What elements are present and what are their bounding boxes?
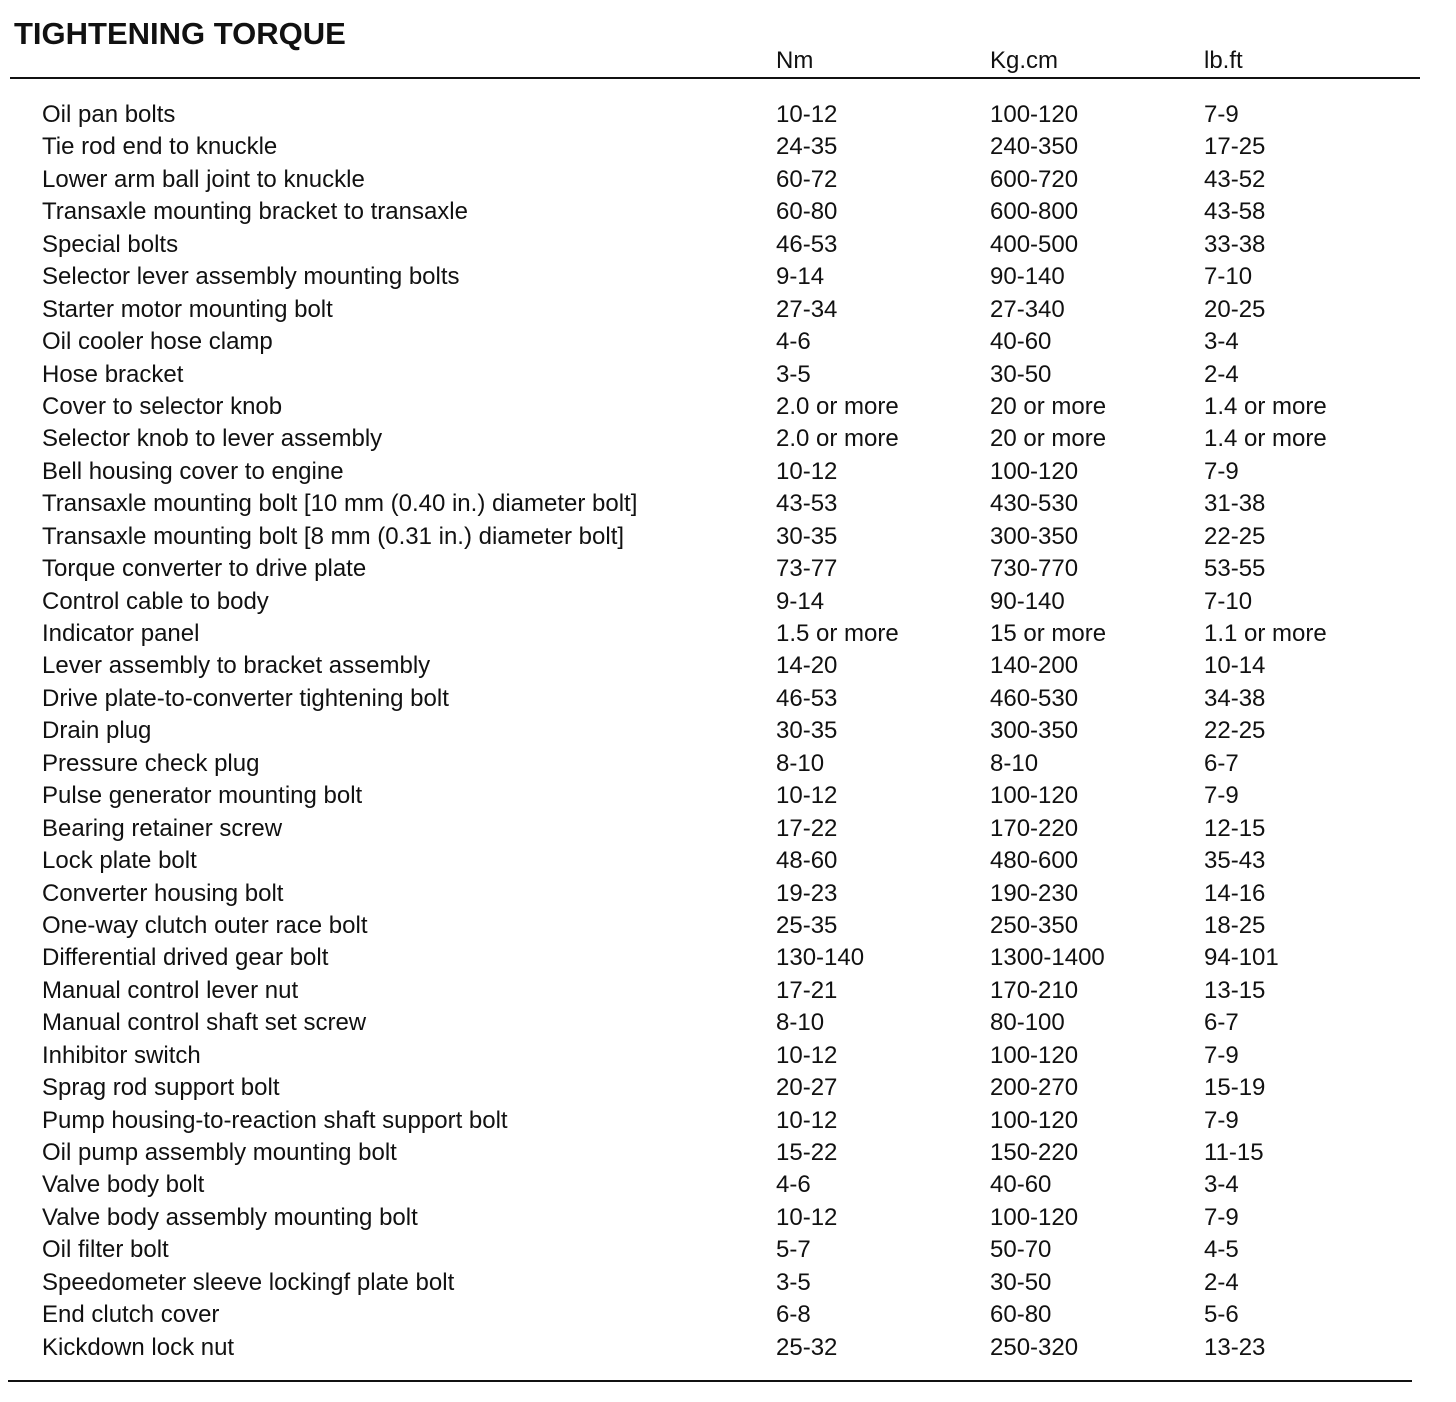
row-value-kgcm: 100-120 — [990, 782, 1079, 810]
row-value-kgcm: 30-50 — [990, 360, 1052, 388]
row-value-kgcm: 190-230 — [990, 879, 1079, 907]
row-value-kgcm: 300-350 — [990, 522, 1079, 550]
row-value-lbft: 12-15 — [1204, 814, 1266, 842]
row-item-label: Lever assembly to bracket assembly — [42, 652, 431, 680]
table-row — [0, 553, 1456, 585]
row-item-label: Selector lever assembly mounting bolts — [42, 263, 460, 291]
row-value-lbft: 7-10 — [1204, 587, 1253, 615]
row-value-kgcm: 20 or more — [990, 425, 1107, 453]
row-item-label: Valve body bolt — [42, 1171, 205, 1199]
table-row — [0, 878, 1456, 910]
table-row — [0, 813, 1456, 845]
table-row — [0, 942, 1456, 974]
row-value-kgcm: 100-120 — [990, 1106, 1079, 1134]
row-value-nm: 10-12 — [776, 1041, 838, 1069]
row-item-label: Speedometer sleeve lockingf plate bolt — [42, 1268, 455, 1296]
row-value-lbft: 7-9 — [1204, 1041, 1239, 1069]
row-value-nm: 8-10 — [776, 1009, 825, 1037]
table-row — [0, 586, 1456, 618]
row-value-kgcm: 80-100 — [990, 1009, 1065, 1037]
table-row — [0, 521, 1456, 553]
row-value-nm: 4-6 — [776, 1171, 811, 1199]
row-item-label: Oil pan bolts — [42, 101, 176, 128]
row-value-kgcm: 20 or more — [990, 392, 1107, 420]
table-row — [0, 326, 1456, 358]
row-value-kgcm: 40-60 — [990, 328, 1052, 356]
row-value-lbft: 22-25 — [1204, 522, 1266, 550]
row-value-kgcm: 27-340 — [990, 295, 1065, 323]
row-value-nm: 8-10 — [776, 749, 825, 777]
page-title: TIGHTENING TORQUE — [14, 16, 346, 51]
row-value-kgcm: 600-720 — [990, 165, 1079, 193]
row-value-kgcm: 730-770 — [990, 555, 1079, 583]
row-value-nm: 1.5 or more — [776, 620, 899, 647]
row-value-lbft: 11-15 — [1204, 1139, 1264, 1166]
row-value-lbft: 10-14 — [1204, 652, 1266, 680]
table-row — [0, 164, 1456, 196]
row-value-nm: 17-22 — [776, 814, 838, 842]
row-value-kgcm: 60-80 — [990, 1301, 1052, 1329]
row-value-kgcm: 100-120 — [990, 457, 1079, 485]
row-item-label: Drain plug — [42, 717, 152, 745]
row-value-nm: 14-20 — [776, 652, 838, 680]
row-value-kgcm: 100-120 — [990, 1041, 1079, 1069]
table-row — [0, 910, 1456, 942]
row-value-nm: 30-35 — [776, 717, 838, 745]
row-value-nm: 17-21 — [776, 976, 838, 1004]
row-value-lbft: 4-5 — [1204, 1236, 1239, 1264]
row-item-label: Transaxle mounting bolt [10 mm (0.40 in.) diameter bolt] — [42, 490, 638, 518]
row-value-nm: 10-12 — [776, 1106, 838, 1134]
row-value-nm: 3-5 — [776, 360, 811, 388]
table-row — [0, 1267, 1456, 1299]
table-row — [0, 196, 1456, 228]
row-value-kgcm: 140-200 — [990, 652, 1079, 680]
row-value-lbft: 7-9 — [1204, 782, 1239, 810]
row-value-kgcm: 400-500 — [990, 230, 1079, 258]
row-item-label: Pump housing-to-reaction shaft support bolt — [42, 1106, 508, 1134]
row-value-nm: 24-35 — [776, 133, 838, 161]
row-item-label: Transaxle mounting bracket to transaxle — [42, 198, 468, 226]
table-row — [0, 1072, 1456, 1104]
table-row — [0, 715, 1456, 747]
row-value-lbft: 3-4 — [1204, 1171, 1239, 1199]
row-value-kgcm: 460-530 — [990, 684, 1079, 712]
row-item-label: Oil pump assembly mounting bolt — [42, 1139, 397, 1166]
row-value-kgcm: 170-220 — [990, 814, 1079, 842]
row-item-label: Lower arm ball joint to knuckle — [42, 165, 365, 193]
row-value-kgcm: 1300-1400 — [990, 944, 1105, 972]
row-item-label: Sprag rod support bolt — [42, 1074, 280, 1102]
row-item-label: Lock plate bolt — [42, 847, 197, 875]
row-value-nm: 10-12 — [776, 457, 838, 485]
row-value-lbft: 18-25 — [1204, 911, 1266, 939]
row-item-label: Oil cooler hose clamp — [42, 328, 273, 356]
table-row — [0, 261, 1456, 293]
row-value-lbft: 22-25 — [1204, 717, 1266, 745]
column-header-kgcm: Kg.cm — [990, 47, 1059, 74]
table-row — [0, 229, 1456, 261]
row-value-lbft: 20-25 — [1204, 295, 1266, 323]
row-value-nm: 46-53 — [776, 684, 838, 712]
row-value-kgcm: 40-60 — [990, 1171, 1052, 1199]
row-value-lbft: 31-38 — [1204, 490, 1266, 518]
row-value-lbft: 3-4 — [1204, 328, 1239, 356]
table-row — [0, 1105, 1456, 1137]
row-value-nm: 2.0 or more — [776, 392, 899, 420]
row-value-kgcm: 90-140 — [990, 587, 1065, 615]
row-item-label: Hose bracket — [42, 360, 184, 388]
row-value-lbft: 35-43 — [1204, 847, 1266, 875]
row-value-nm: 20-27 — [776, 1074, 838, 1102]
table-row — [0, 1234, 1456, 1266]
row-value-lbft: 7-9 — [1204, 101, 1239, 128]
table-row — [0, 683, 1456, 715]
row-value-nm: 73-77 — [776, 555, 838, 583]
row-value-lbft: 53-55 — [1204, 555, 1266, 583]
row-value-nm: 19-23 — [776, 879, 838, 907]
header-divider — [10, 77, 1420, 79]
row-item-label: Pressure check plug — [42, 749, 260, 777]
row-item-label: Control cable to body — [42, 587, 269, 615]
row-value-lbft: 7-9 — [1204, 457, 1239, 485]
table-row — [0, 618, 1456, 650]
row-item-label: Manual control shaft set screw — [42, 1009, 367, 1037]
row-item-label: Torque converter to drive plate — [42, 555, 367, 583]
row-item-label: Indicator panel — [42, 620, 200, 647]
footer-divider — [8, 1380, 1412, 1382]
row-item-label: Differential drived gear bolt — [42, 944, 329, 972]
row-value-lbft: 33-38 — [1204, 230, 1266, 258]
row-value-nm: 15-22 — [776, 1139, 838, 1166]
row-value-nm: 30-35 — [776, 522, 838, 550]
row-value-kgcm: 150-220 — [990, 1139, 1079, 1166]
row-value-lbft: 94-101 — [1204, 944, 1279, 972]
row-value-kgcm: 170-210 — [990, 976, 1079, 1004]
table-row — [0, 131, 1456, 163]
row-value-lbft: 43-58 — [1204, 198, 1266, 226]
row-value-nm: 48-60 — [776, 847, 838, 875]
row-value-lbft: 2-4 — [1204, 360, 1239, 388]
row-value-kgcm: 90-140 — [990, 263, 1065, 291]
row-value-nm: 27-34 — [776, 295, 838, 323]
row-value-lbft: 34-38 — [1204, 684, 1266, 712]
column-header-nm: Nm — [776, 47, 814, 74]
row-value-kgcm: 240-350 — [990, 133, 1079, 161]
table-row — [0, 1299, 1456, 1331]
row-value-nm: 25-35 — [776, 911, 838, 939]
row-value-nm: 2.0 or more — [776, 425, 899, 453]
table-row — [0, 423, 1456, 455]
row-value-nm: 60-72 — [776, 165, 838, 193]
row-item-label: Tie rod end to knuckle — [42, 133, 278, 161]
table-row — [0, 1007, 1456, 1039]
row-value-nm: 9-14 — [776, 263, 825, 291]
table-row — [0, 456, 1456, 488]
row-item-label: Valve body assembly mounting bolt — [42, 1203, 418, 1231]
row-value-nm: 9-14 — [776, 587, 825, 615]
table-row — [0, 975, 1456, 1007]
row-value-nm: 3-5 — [776, 1268, 811, 1296]
table-row — [0, 1137, 1456, 1169]
torque-table — [0, 99, 1456, 1364]
row-item-label: Oil filter bolt — [42, 1236, 169, 1264]
row-value-nm: 10-12 — [776, 782, 838, 810]
table-row — [0, 391, 1456, 423]
row-value-lbft: 7-9 — [1204, 1203, 1239, 1231]
row-value-kgcm: 600-800 — [990, 198, 1079, 226]
table-row — [0, 650, 1456, 682]
row-value-nm: 10-12 — [776, 1203, 838, 1231]
row-item-label: Special bolts — [42, 230, 179, 258]
row-value-lbft: 1.4 or more — [1204, 425, 1327, 453]
table-row — [0, 1169, 1456, 1201]
row-value-kgcm: 100-120 — [990, 101, 1079, 128]
table-row — [0, 1202, 1456, 1234]
row-value-kgcm: 30-50 — [990, 1268, 1052, 1296]
row-item-label: Manual control lever nut — [42, 976, 299, 1004]
row-value-kgcm: 480-600 — [990, 847, 1079, 875]
row-value-nm: 46-53 — [776, 230, 838, 258]
row-value-kgcm: 250-320 — [990, 1333, 1079, 1361]
row-value-lbft: 17-25 — [1204, 133, 1266, 161]
row-value-kgcm: 50-70 — [990, 1236, 1052, 1264]
row-item-label: Pulse generator mounting bolt — [42, 782, 363, 810]
column-header-lbft: lb.ft — [1204, 47, 1243, 74]
row-item-label: Kickdown lock nut — [42, 1333, 235, 1361]
row-value-lbft: 1.4 or more — [1204, 392, 1327, 420]
row-item-label: One-way clutch outer race bolt — [42, 911, 368, 939]
table-row — [0, 748, 1456, 780]
row-value-kgcm: 200-270 — [990, 1074, 1079, 1102]
row-value-nm: 10-12 — [776, 101, 838, 128]
row-value-lbft: 43-52 — [1204, 165, 1266, 193]
row-value-nm: 60-80 — [776, 198, 838, 226]
row-value-lbft: 6-7 — [1204, 749, 1239, 777]
row-item-label: Bell housing cover to engine — [42, 457, 344, 485]
row-value-lbft: 2-4 — [1204, 1268, 1239, 1296]
row-value-nm: 43-53 — [776, 490, 838, 518]
row-item-label: Selector knob to lever assembly — [42, 425, 383, 453]
row-value-nm: 6-8 — [776, 1301, 811, 1329]
row-value-lbft: 14-16 — [1204, 879, 1266, 907]
table-row — [0, 780, 1456, 812]
row-value-lbft: 13-15 — [1204, 976, 1266, 1004]
row-item-label: Bearing retainer screw — [42, 814, 283, 842]
row-value-lbft: 6-7 — [1204, 1009, 1239, 1037]
row-value-lbft: 7-10 — [1204, 263, 1253, 291]
row-value-nm: 130-140 — [776, 944, 865, 972]
table-row — [0, 845, 1456, 877]
row-item-label: Inhibitor switch — [42, 1041, 201, 1069]
row-value-kgcm: 15 or more — [990, 620, 1107, 647]
table-row — [0, 1332, 1456, 1364]
row-value-lbft: 5-6 — [1204, 1301, 1239, 1329]
row-value-kgcm: 100-120 — [990, 1203, 1079, 1231]
row-value-kgcm: 8-10 — [990, 749, 1039, 777]
table-row — [0, 1040, 1456, 1072]
row-value-kgcm: 300-350 — [990, 717, 1079, 745]
row-value-lbft: 7-9 — [1204, 1106, 1239, 1134]
row-value-kgcm: 430-530 — [990, 490, 1079, 518]
table-row — [0, 359, 1456, 391]
table-row — [0, 488, 1456, 520]
row-item-label: Drive plate-to-converter tightening bolt — [42, 684, 449, 712]
row-value-lbft: 15-19 — [1204, 1074, 1266, 1102]
row-item-label: Transaxle mounting bolt [8 mm (0.31 in.) diameter bolt] — [42, 522, 625, 550]
row-item-label: Cover to selector knob — [42, 392, 283, 420]
table-row — [0, 294, 1456, 326]
row-value-nm: 5-7 — [776, 1236, 811, 1264]
row-value-nm: 4-6 — [776, 328, 811, 356]
table-row — [0, 99, 1456, 131]
row-value-lbft: 13-23 — [1204, 1333, 1266, 1361]
row-item-label: Converter housing bolt — [42, 879, 284, 907]
row-value-kgcm: 250-350 — [990, 911, 1079, 939]
row-value-nm: 25-32 — [776, 1333, 838, 1361]
row-value-lbft: 1.1 or more — [1204, 620, 1327, 647]
row-item-label: Starter motor mounting bolt — [42, 295, 333, 323]
row-item-label: End clutch cover — [42, 1301, 220, 1329]
